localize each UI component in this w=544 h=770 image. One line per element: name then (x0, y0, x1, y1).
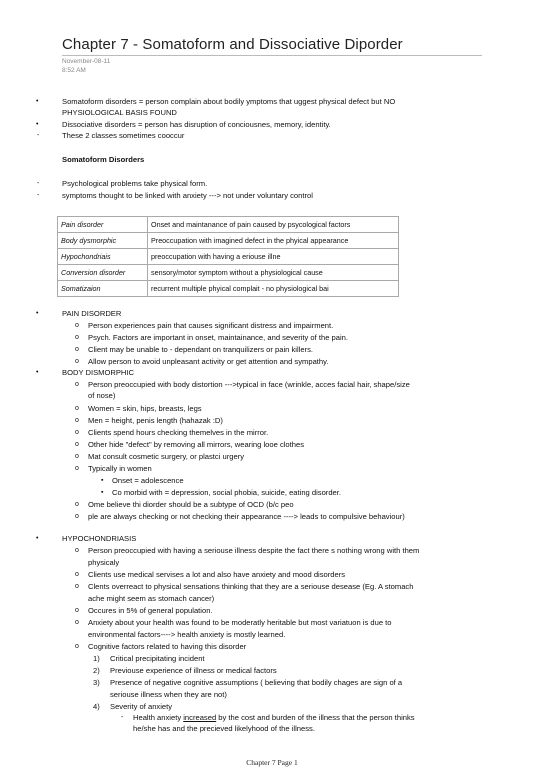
circle-marker: o (75, 583, 79, 590)
list-item: Typically in women (88, 464, 152, 473)
underlined-word: increased (183, 713, 217, 722)
bullet-marker: • (36, 121, 39, 128)
list-item: Men = height, penis length (hahazak :D) (88, 416, 223, 425)
table-row (58, 265, 399, 281)
list-item: Clents overreact to physical sensations thinking that they are a seriouse desease (Eg. A stomach (88, 582, 414, 591)
list-item: Severity of anxiety (110, 702, 173, 711)
page-title: Chapter 7 - Somatoform and Dissociative Diporder (62, 36, 403, 53)
list-item: ache might seem as stomach cancer) (88, 594, 215, 603)
circle-marker: o (75, 465, 79, 472)
list-item: Cognitive factors related to having this disorder (88, 642, 247, 651)
circle-marker: o (75, 405, 79, 412)
bullet-marker: • (36, 369, 39, 376)
dash-marker: - (121, 714, 124, 721)
circle-marker: o (75, 381, 79, 388)
square-marker: ▪ (101, 477, 104, 484)
list-item: Critical precipitating incident (110, 654, 205, 663)
somato-point: Psychological problems take physical form. (62, 179, 208, 188)
circle-marker: o (75, 429, 79, 436)
list-item: Clients spend hours checking themelves in the mirror. (88, 428, 269, 437)
list-item: he/she has and the precieved likelyhood of the illness. (133, 724, 315, 733)
circle-marker: o (75, 346, 79, 353)
number-marker: 1) (93, 654, 100, 663)
dash-marker: - (37, 132, 40, 139)
table-row (58, 217, 399, 233)
circle-marker: o (75, 453, 79, 460)
note-date: November-08-11 (62, 58, 111, 65)
list-item: of nose) (88, 391, 116, 400)
list-item: Onset = adolescence (112, 476, 184, 485)
table-row (58, 233, 399, 249)
circle-marker: o (75, 571, 79, 578)
page-footer: Chapter 7 Page 1 (246, 758, 298, 767)
bullet-marker: • (36, 98, 39, 105)
pain-heading: PAIN DISORDER (62, 309, 122, 318)
table-cell-disorder: Hypochondriais (58, 249, 148, 265)
list-item: ple are always checking or not checking their appearance ----> leads to compulsive behaviour) (88, 512, 405, 521)
list-item: Previouse experience of illness or medical factors (110, 666, 277, 675)
list-item: Allow person to avoid unpleasant activity or get attention and sympathy. (88, 357, 329, 366)
bullet-marker: • (36, 310, 39, 317)
circle-marker: o (75, 358, 79, 365)
list-item: Psych. Factors are important in onset, maintainance, and severity of the pain. (88, 333, 349, 342)
circle-marker: o (75, 619, 79, 626)
hypo-heading: HYPOCHONDRIASIS (62, 534, 137, 543)
note-time: 8:52 AM (62, 67, 86, 74)
list-item: Occures in 5% of general population. (88, 606, 213, 615)
disorders-table (57, 216, 399, 297)
intro-line: Somatoform disorders = person complain about bodily ymptoms that uggest physical defect but NO (62, 97, 396, 106)
list-item: Person experiences pain that causes significant distress and impairment. (88, 321, 334, 330)
circle-marker: o (75, 513, 79, 520)
list-item: Ome believe thi diorder should be a subtype of OCD (b/c peo (88, 500, 294, 509)
somato-point: symptoms thought to be linked with anxiety ---> not under voluntary control (62, 191, 313, 200)
title-divider (62, 55, 482, 56)
section-heading: Somatoform Disorders (62, 155, 145, 164)
square-marker: ▪ (101, 489, 104, 496)
list-item: Mat consult cosmetic surgery, or plastci urgery (88, 452, 245, 461)
list-item (133, 713, 415, 723)
intro-line: These 2 classes sometimes cooccur (62, 131, 185, 140)
list-item: Person preoccupied with body distortion --->typical in face (wrinkle, acces facial hair, shape/size (88, 380, 410, 389)
table-cell-description: Onset and maintanance of pain caused by psycological factors (148, 217, 399, 233)
list-item: Client may be unable to - dependant on tranquilizers or pain killers. (88, 345, 313, 354)
table-cell-disorder: Body dysmorphic (58, 233, 148, 249)
table-row (58, 249, 399, 265)
intro-line: Dissociative disorders = person has disruption of conciousnes, memory, identity. (62, 120, 331, 129)
table-cell-disorder: Conversion disorder (58, 265, 148, 281)
circle-marker: o (75, 607, 79, 614)
table-cell-description: Preoccupation with imagined defect in the phyical appearance (148, 233, 399, 249)
table-cell-disorder: Pain disorder (58, 217, 148, 233)
text-run: Health anxiety (133, 713, 182, 722)
number-marker: 3) (93, 678, 100, 687)
table-cell-description: recurrent multiple phyical complait - no physiological bai (148, 281, 399, 297)
list-item: Other hide "defect" by removing all mirrors, wearing looe clothes (88, 440, 305, 449)
list-item: Person preoccupied with having a seriouse illness despite the fact there s nothing wrong with them (88, 546, 420, 555)
list-item: seriouse illness when they are not) (110, 690, 227, 699)
list-item: Co morbid with = depression, social phobia, suicide, eating disorder. (112, 488, 341, 497)
body-heading: BODY DISMORPHIC (62, 368, 135, 377)
circle-marker: o (75, 547, 79, 554)
circle-marker: o (75, 501, 79, 508)
table-cell-disorder: Somatizaion (58, 281, 148, 297)
circle-marker: o (75, 322, 79, 329)
dash-marker: - (37, 180, 40, 187)
intro-line: PHYSIOLOGICAL BASIS FOUND (62, 108, 177, 117)
dash-marker: - (37, 192, 40, 199)
table-cell-description: sensory/motor symptom without a physiological cause (148, 265, 399, 281)
circle-marker: o (75, 417, 79, 424)
circle-marker: o (75, 441, 79, 448)
bullet-marker: • (36, 535, 39, 542)
list-item: Clients use medical servises a lot and also have anxiety and mood disorders (88, 570, 346, 579)
list-item: environmental factors----> health anxiety is mostly learned. (88, 630, 286, 639)
list-item: Presence of negative cognitive assumptions ( believing that bodily chages are sign of a (110, 678, 403, 687)
list-item: Women = skin, hips, breasts, legs (88, 404, 202, 413)
list-item: physicaly (88, 558, 120, 567)
number-marker: 4) (93, 702, 100, 711)
text-run: by the cost and burden of the illness that the person thinks (216, 713, 415, 722)
circle-marker: o (75, 643, 79, 650)
circle-marker: o (75, 334, 79, 341)
number-marker: 2) (93, 666, 100, 675)
table-row (58, 281, 399, 297)
table-cell-description: preoccupation with having a eriouse illne (148, 249, 399, 265)
list-item: Anxiety about your health was found to be moderatly heritable but most variatuon is due to (88, 618, 392, 627)
